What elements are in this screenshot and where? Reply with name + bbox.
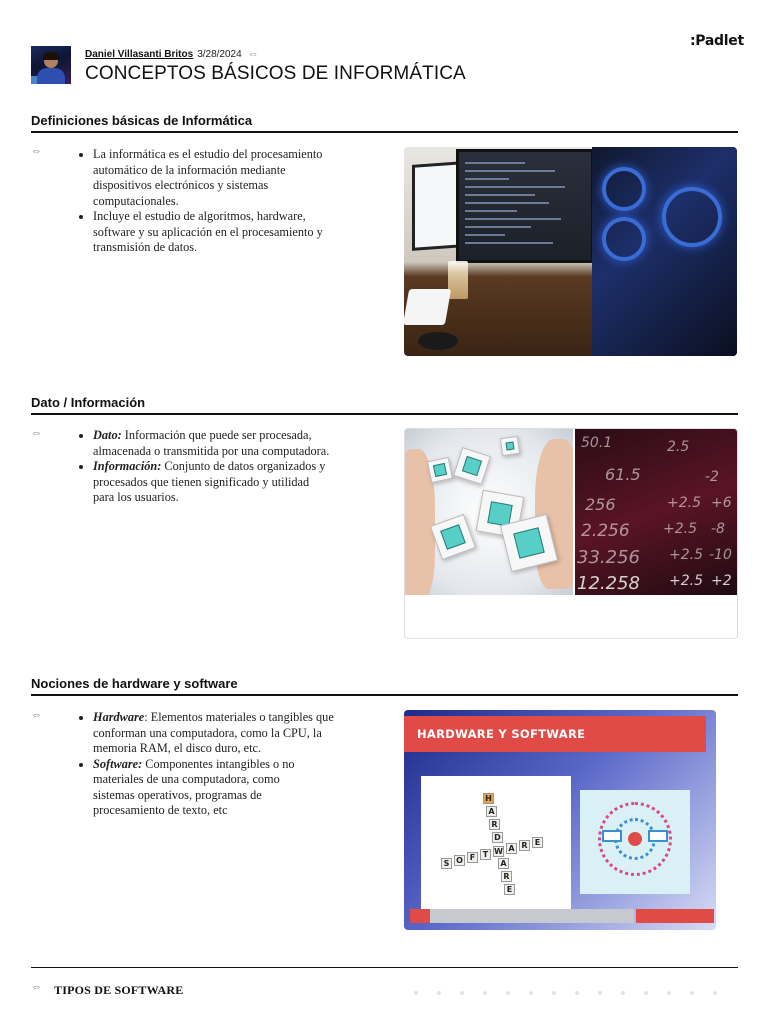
- section-heading: Nociones de hardware y software: [31, 676, 738, 696]
- list-item: • Información: Conjunto de datos organizados y procesados que tienen significado y utilidad para los usuarios.: [93, 459, 368, 506]
- data-information-image-card[interactable]: [404, 428, 738, 639]
- drag-handle-icon[interactable]: ⇔: [247, 48, 259, 60]
- network-devices-graphic: [580, 790, 690, 894]
- author-avatar[interactable]: [31, 46, 71, 84]
- desktop-computer-image[interactable]: [404, 147, 737, 356]
- post-meta: [85, 48, 259, 60]
- list-item: • Hardware: Elementos materiales o tangibles que conforman una computadora, como la CPU, la memoria RAM, el disco duro, etc.: [93, 710, 348, 757]
- crossword-tiles: S O F T W A R E H A R D A R E: [421, 776, 571, 912]
- list-item: • Software: Componentes intangibles o no materiales de una computadora, como sistemas operativos, programas de procesamiento de texto, etc: [93, 757, 348, 819]
- drag-handle-icon[interactable]: ⇔: [31, 145, 42, 157]
- bullet-list: [78, 428, 368, 506]
- padlet-logo[interactable]: :Padlet: [690, 33, 744, 49]
- hardware-software-image[interactable]: [404, 710, 716, 930]
- bullet-list: [78, 147, 328, 256]
- list-item: • Incluye el estudio de algoritmos, hardware, software y su aplicación en el procesamiento y transmisión de datos.: [93, 209, 328, 256]
- next-section-heading: TIPOS DE SOFTWARE: [54, 983, 184, 997]
- list-item: • La informática es el estudio del procesamiento automático de la información mediante dispositivos electrónicos y sistemas computacionales.: [93, 147, 328, 209]
- section-heading: Definiciones básicas de Informática: [31, 113, 738, 133]
- section-divider: [31, 967, 738, 968]
- page-title: CONCEPTOS BÁSICOS DE INFORMÁTICA: [85, 63, 466, 84]
- section-heading: Dato / Información: [31, 395, 738, 415]
- drag-handle-icon[interactable]: ⇔: [31, 709, 42, 721]
- post-date: 3/28/2024: [197, 48, 242, 60]
- author-name[interactable]: Daniel Villasanti Britos: [85, 48, 194, 60]
- drag-handle-icon[interactable]: ⇔: [31, 981, 42, 993]
- image-banner: HARDWARE Y SOFTWARE: [404, 716, 706, 752]
- loading-placeholder: [414, 991, 717, 995]
- list-item: • Dato: Información que puede ser procesada, almacenada o transmitida por una computadora.: [93, 428, 368, 459]
- numbers-screen-image: 50.1 2.5 61.5 -2 256 +2.5 +6 2.256 +2.5 -8 33.256 +2.5 -10 12.258 +2.5 +2: [575, 429, 738, 595]
- data-cubes-image: [405, 429, 573, 595]
- bullet-list: [78, 710, 348, 819]
- drag-handle-icon[interactable]: ⇔: [31, 427, 42, 439]
